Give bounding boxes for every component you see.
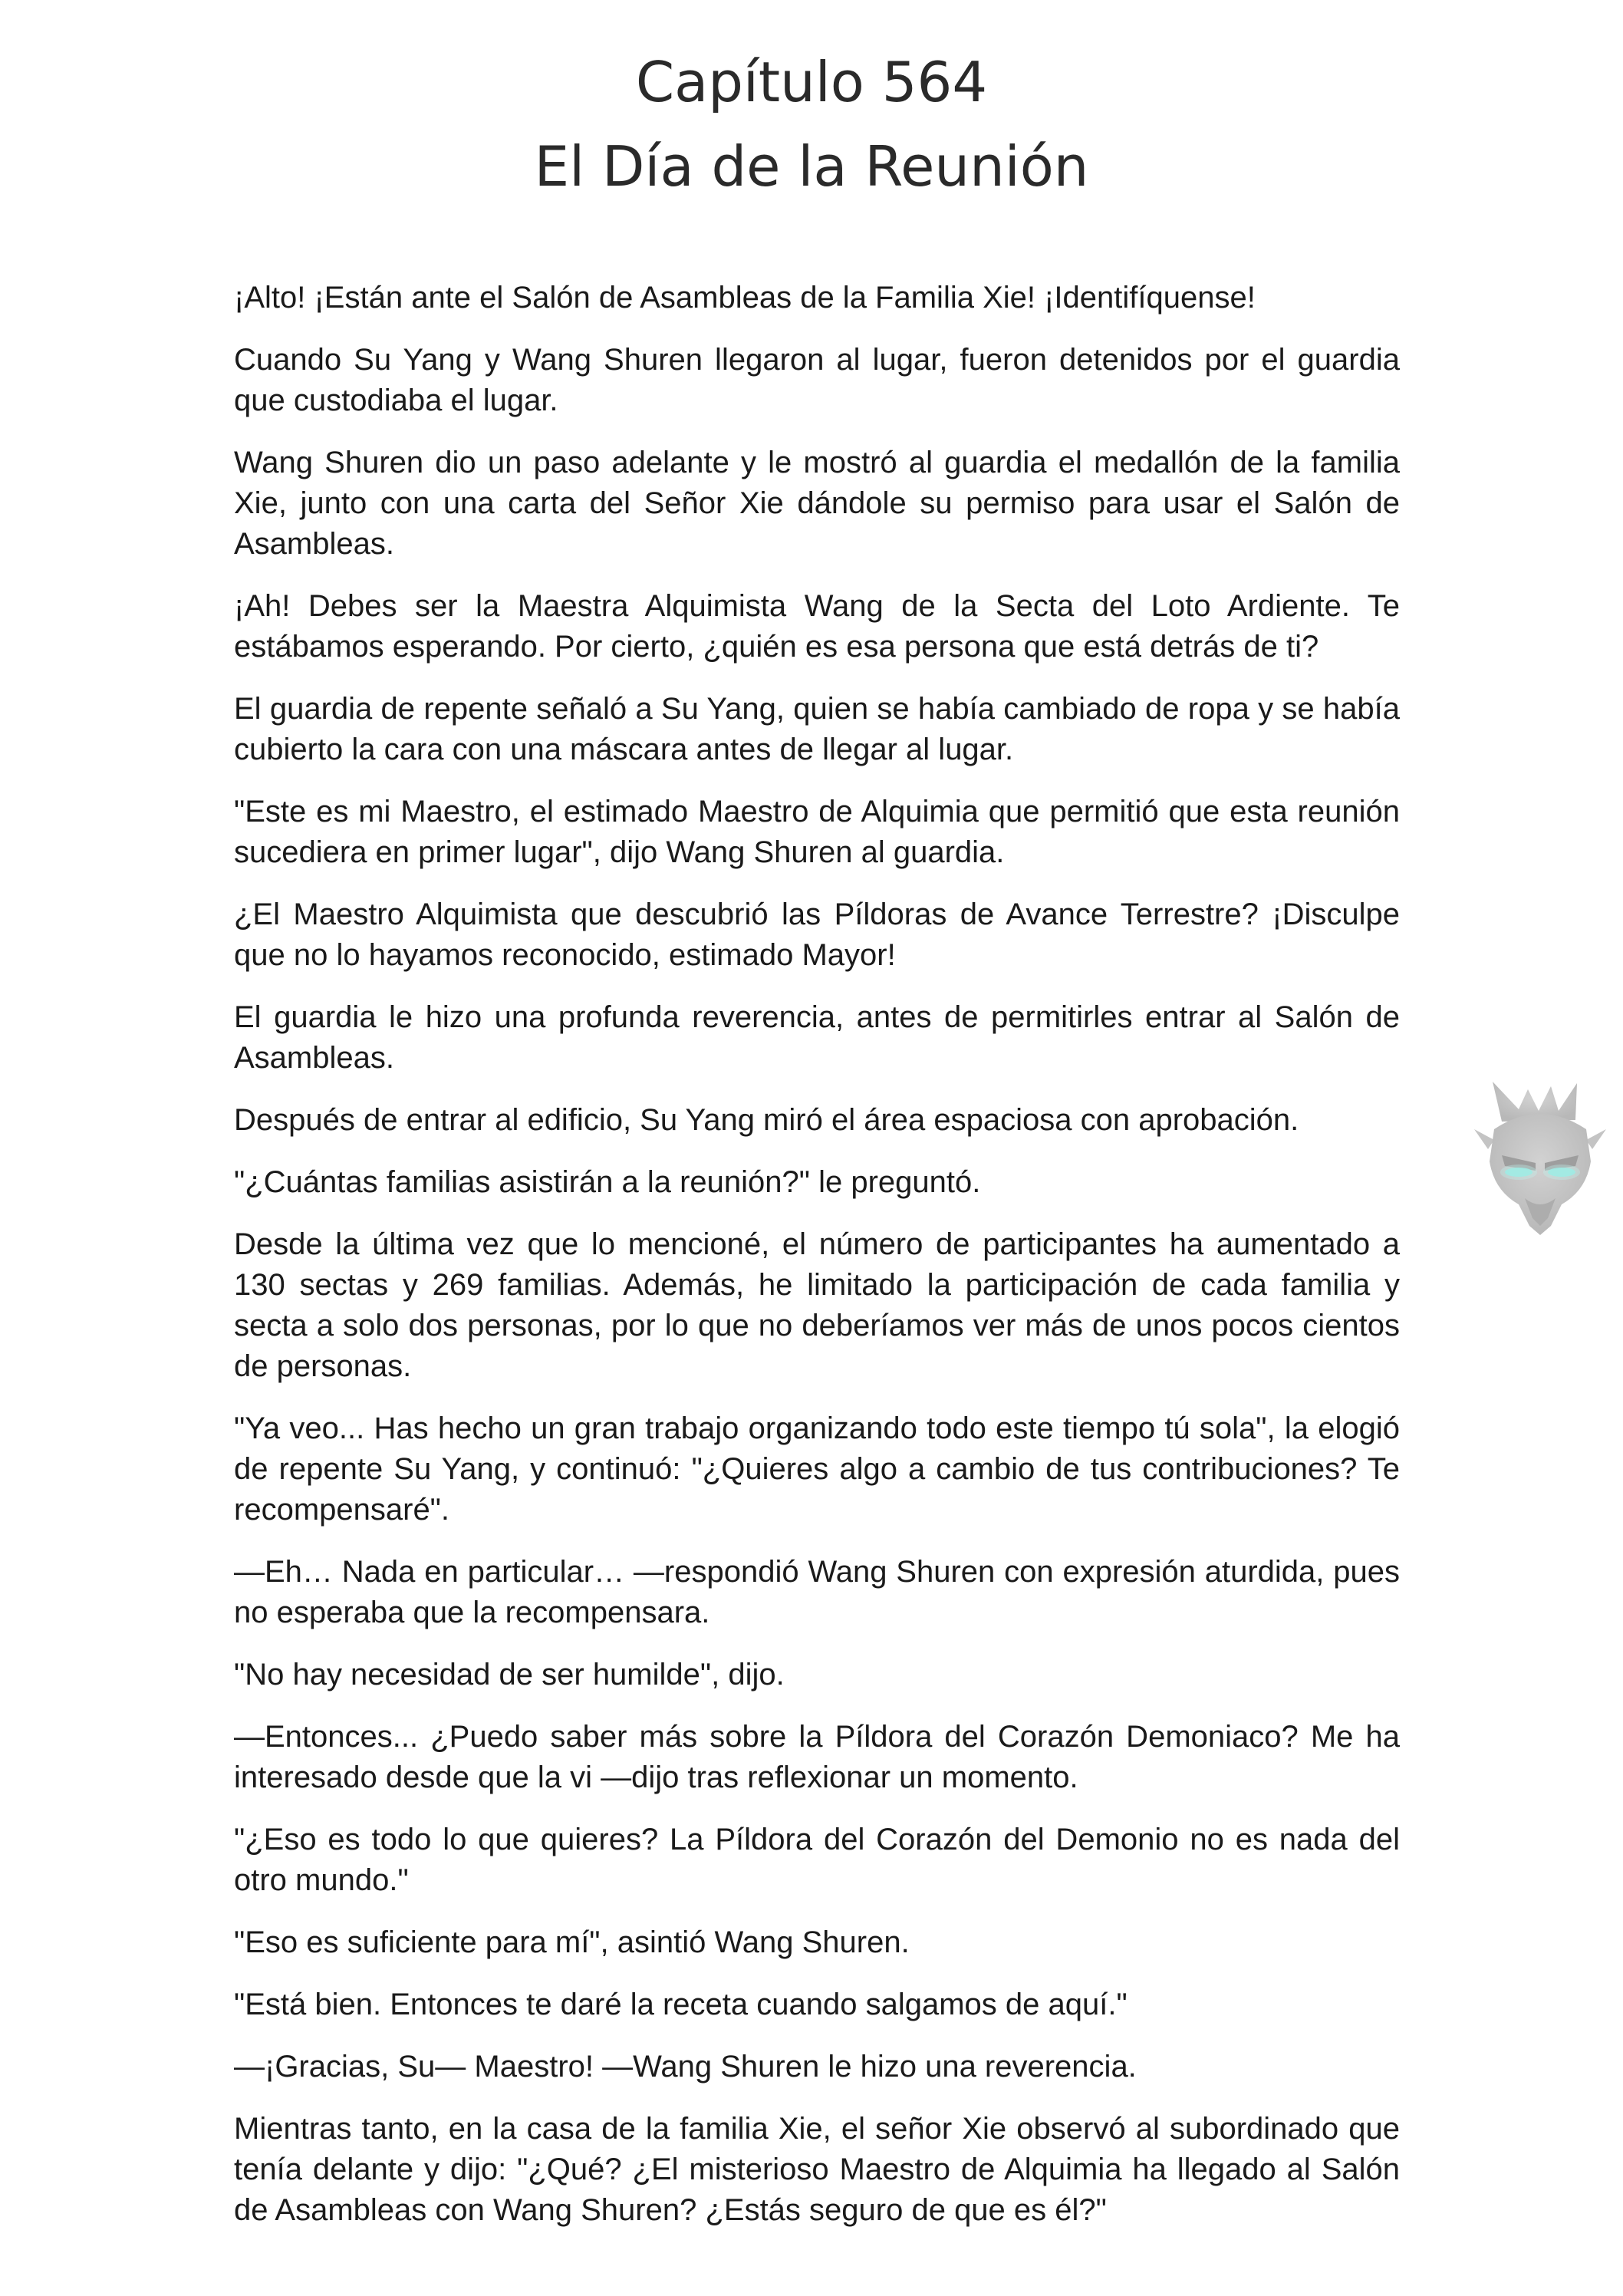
paragraph: ¿El Maestro Alquimista que descubrió las Píldoras de Avance Terrestre? ¡Disculpe que no lo hayamos reconocido, estimado Mayor!: [234, 898, 1400, 972]
paragraph: El guardia de repente señaló a Su Yang, quien se había cambiado de ropa y se había cubierto la cara con una máscara antes de llegar al lugar.: [234, 692, 1400, 766]
paragraph: "¿Eso es todo lo que quieres? La Píldora del Corazón del Demonio no es nada del otro mundo.": [234, 1823, 1400, 1897]
paragraph: ¡Alto! ¡Están ante el Salón de Asambleas de la Familia Xie! ¡Identifíquense!: [234, 281, 1256, 315]
paragraph: —¡Gracias, Su— Maestro! —Wang Shuren le hizo una reverencia.: [234, 2050, 1137, 2084]
paragraph: Mientras tanto, en la casa de la familia Xie, el señor Xie observó al subordinado que tenía delante y dijo: "¿Qué? ¿El misterioso Maestro de Alquimia ha llegado al Salón de Asambleas con Wang Shuren? ¿Estás seguro de que es él?": [234, 2112, 1400, 2227]
chapter-header: [0, 40, 1623, 209]
paragraph: "Este es mi Maestro, el estimado Maestro de Alquimia que permitió que esta reunión sucediera en primer lugar", dijo Wang Shuren al guardia.: [234, 795, 1400, 869]
chapter-number: Capítulo 564: [635, 50, 988, 114]
paragraph: "Está bien. Entonces te daré la receta cuando salgamos de aquí.": [234, 1988, 1128, 2021]
paragraph: Wang Shuren dio un paso adelante y le mostró al guardia el medallón de la familia Xie, junto con una carta del Señor Xie dándole su permiso para usar el Salón de Asambleas.: [234, 446, 1400, 561]
paragraph: —Eh… Nada en particular… —respondió Wang Shuren con expresión aturdida, pues no esperaba que la recompensara.: [234, 1555, 1400, 1629]
chapter-title: El Día de la Reunión: [534, 134, 1089, 199]
paragraph: El guardia le hizo una profunda reverencia, antes de permitirles entrar al Salón de Asambleas.: [234, 1000, 1400, 1075]
paragraph: "Ya veo... Has hecho un gran trabajo organizando todo este tiempo tú sola", la elogió de repente Su Yang, y continuó: "¿Quieres algo a cambio de tus contribuciones? Te recompensaré".: [234, 1412, 1400, 1527]
paragraph: ¡Ah! Debes ser la Maestra Alquimista Wang de la Secta del Loto Ardiente. Te estábamos esperando. Por cierto, ¿quién es esa persona que está detrás de ti?: [234, 589, 1400, 664]
paragraph: "No hay necesidad de ser humilde", dijo.: [234, 1658, 785, 1692]
paragraph: Cuando Su Yang y Wang Shuren llegaron al lugar, fueron detenidos por el guardia que custodiaba el lugar.: [234, 343, 1400, 417]
paragraph: Después de entrar al edificio, Su Yang miró el área espaciosa con aprobación.: [234, 1103, 1299, 1137]
paragraph: —Entonces... ¿Puedo saber más sobre la Píldora del Corazón Demoniaco? Me ha interesado desde que la vi —dijo tras reflexionar un momento.: [234, 1720, 1400, 1794]
paragraph: "¿Cuántas familias asistirán a la reunión?" le preguntó.: [234, 1165, 981, 1199]
demon-mask-logo-icon: [1471, 1076, 1609, 1244]
paragraph: "Eso es suficiente para mí", asintió Wang Shuren.: [234, 1925, 910, 1959]
chapter-body: [234, 278, 1400, 2252]
paragraph: Desde la última vez que lo mencioné, el número de participantes ha aumentado a 130 sectas y 269 familias. Además, he limitado la participación de cada familia y secta a solo dos personas, por lo que no deberíamos ver más de unos pocos cientos de personas.: [234, 1227, 1400, 1383]
